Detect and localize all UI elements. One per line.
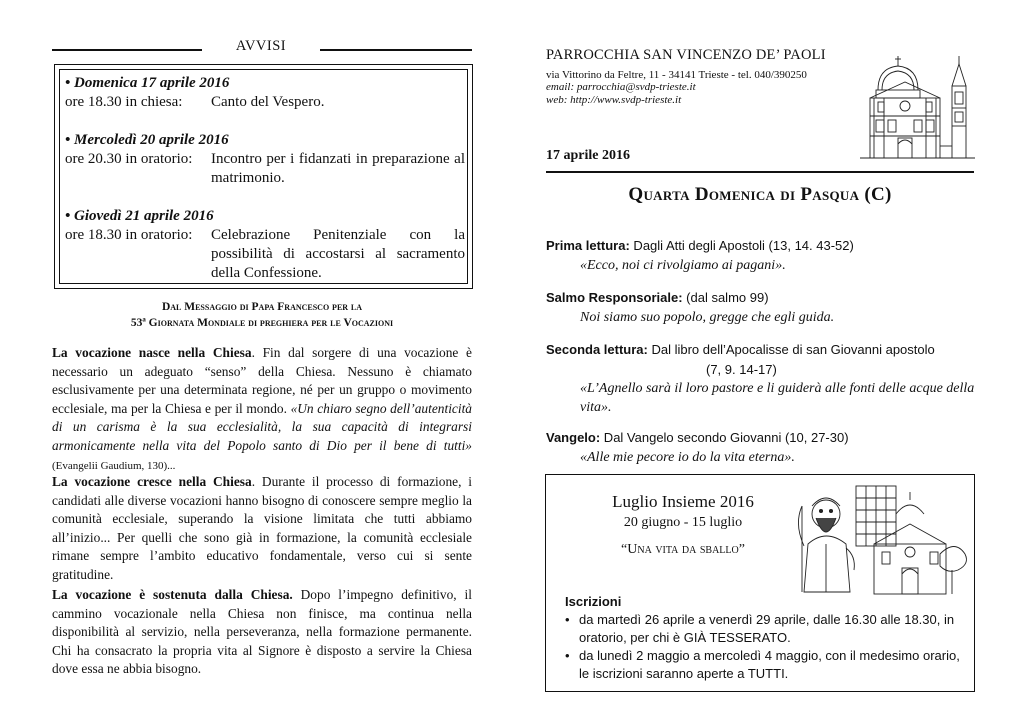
message-title-line1: Dal Messaggio di Papa Francesco per la xyxy=(161,301,363,313)
parish-email: email: parrocchia@svdp-trieste.it xyxy=(546,81,696,93)
iscrizioni-text: da lunedì 2 maggio a mercoledì 4 maggio, con il medesimo orario, le iscrizioni saranno aperte a TUTTI. xyxy=(579,648,960,681)
message-title-line2: 53ª Giornata Mondiale di preghiera per le Vocazioni xyxy=(130,317,394,329)
reading-source: Dal Vangelo secondo Giovanni (10, 27-30) xyxy=(600,430,849,445)
parish-info xyxy=(546,47,866,107)
cartoon-illustration xyxy=(790,484,970,596)
parish-web: web: http://www.svdp-trieste.it xyxy=(546,94,682,106)
message-paragraph xyxy=(52,344,472,475)
event-time: ore 18.30 in oratorio: xyxy=(65,227,193,243)
reading-gospel xyxy=(546,428,976,467)
event-date: • Giovedì 21 aprile 2016 xyxy=(65,208,214,224)
event-item xyxy=(65,131,465,188)
avvisi-box xyxy=(54,64,473,289)
paragraph-text: Dopo l’impegno definitivo, il cammino vocazionale nella Chiesa non finisce, ma continua nella disponibilità al servizio, nella perseveranza, nella formazione permanente. Chi ha consacrato la propria vita al Signore è disposto a servire la Chiesa dove essa ne abbia bisogno. xyxy=(52,587,472,677)
paragraph-heading: La vocazione è sostenuta dalla Chiesa. xyxy=(52,587,293,602)
paragraph-heading: La vocazione nasce nella Chiesa xyxy=(52,345,252,360)
reading-source: Dal libro dell’Apocalisse di san Giovanni apostolo xyxy=(647,342,935,357)
avvisi-header xyxy=(52,38,472,60)
iscrizioni-title: Iscrizioni xyxy=(565,594,622,609)
luglio-dates: 20 giugno - 15 luglio xyxy=(623,515,743,530)
reading-second xyxy=(546,340,976,417)
sunday-title: Quarta Domenica di Pasqua (C) xyxy=(628,184,892,205)
reading-first xyxy=(546,236,976,275)
bullet-icon: • xyxy=(565,648,570,663)
event-desc: Canto del Vespero. xyxy=(211,94,325,110)
paragraph-quote: «Un chiaro segno dell’autenticità di un carisma è la sua ecclesialità, la sua capacità di integrarsi armonicamente nella vita del Popolo santo di Dio per il bene di tutti» xyxy=(52,400,472,453)
parish-name: PARROCCHIA SAN VINCENZO DE’ PAOLI xyxy=(546,47,826,63)
event-time: ore 18.30 in chiesa: xyxy=(65,94,183,110)
reading-psalm xyxy=(546,288,976,327)
paragraph-heading: La vocazione cresce nella Chiesa xyxy=(52,474,252,489)
iscrizioni-item xyxy=(565,611,965,647)
event-desc: Celebrazione Penitenziale con la possibilità di accostarsi al sacramento della Confessione. xyxy=(211,227,465,281)
reading-quote: «L’Agnello sarà il loro pastore e li guiderà alle fonti delle acque della vita». xyxy=(580,381,975,415)
event-item xyxy=(65,74,465,112)
event-item xyxy=(65,207,465,283)
header-rule-right xyxy=(320,49,472,51)
reading-label: Seconda lettura: xyxy=(546,342,648,357)
avvisi-title: AVVISI xyxy=(235,38,287,54)
paragraph-citation: (Evangelii Gaudium, 130)... xyxy=(52,459,176,472)
event-time: ore 20.30 in oratorio: xyxy=(65,151,193,167)
reading-label: Vangelo: xyxy=(546,430,601,445)
iscrizioni-text: da martedì 26 aprile a venerdì 29 aprile, dalle 16.30 alle 18.30, in oratorio, per chi è GIÀ TESSERATO. xyxy=(579,612,955,645)
bulletin-date: 17 aprile 2016 xyxy=(546,148,630,163)
header-rule-left xyxy=(52,49,202,51)
reading-quote: «Ecco, noi ci rivolgiamo ai pagani». xyxy=(580,258,786,273)
message-paragraph xyxy=(52,473,472,585)
bullet-icon: • xyxy=(565,612,570,627)
reading-label: Prima lettura: xyxy=(546,238,630,253)
parish-address: via Vittorino da Feltre, 11 - 34141 Trieste - tel. 040/390250 xyxy=(546,69,807,81)
message-paragraph xyxy=(52,586,472,679)
reading-source: (dal salmo 99) xyxy=(682,290,769,305)
divider-rule xyxy=(546,171,974,173)
event-desc: Incontro per i fidanzati in preparazione al matrimonio. xyxy=(211,151,465,186)
reading-quote: Noi siamo suo popolo, gregge che egli guida. xyxy=(580,310,835,325)
reading-label: Salmo Responsoriale: xyxy=(546,290,683,305)
reading-source-ref: (7, 9. 14-17) xyxy=(706,362,777,377)
luglio-slogan: “Una vita da sballo” xyxy=(621,542,745,557)
reading-quote: «Alle mie pecore io do la vita eterna». xyxy=(580,450,795,465)
message-title xyxy=(52,299,472,331)
event-date: • Mercoledì 20 aprile 2016 xyxy=(65,132,229,148)
reading-source: Dagli Atti degli Apostoli (13, 14. 43-52) xyxy=(629,238,854,253)
paragraph-text: . Fin dal sorgere di una vocazione è necessario un adeguato “senso” della Chiesa. Nessuno è chiamato esclusivamente per una determinata regione, né per un gruppo o movimento ecclesiale, ma per la Chiesa e per il mondo. xyxy=(52,345,472,416)
event-date: • Domenica 17 aprile 2016 xyxy=(65,75,230,91)
luglio-title: Luglio Insieme 2016 xyxy=(612,492,754,511)
iscrizioni-item xyxy=(565,647,965,683)
paragraph-text: . Durante il processo di formazione, i candidati alle diverse vocazioni hanno bisogno di conoscere sempre meglio la comunità ecclesiale, superando la visione limitata che tutti abbiamo all’inizio... Per quelli che sono già in formazione, la comunità ecclesiale rimane sempre l’ambito educativo fondamentale, verso cui si sente gratitudine. xyxy=(52,474,473,582)
church-illustration xyxy=(860,46,975,164)
